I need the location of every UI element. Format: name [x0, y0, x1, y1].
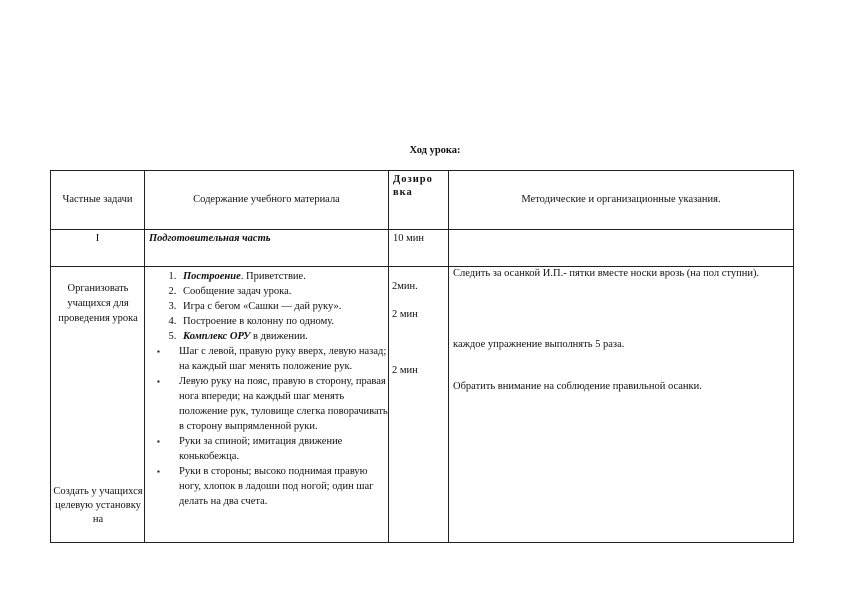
- list-item: ▪ Шаг с левой, правую руку вверх, левую назад; на каждый шаг менять положение рук.: [179, 344, 388, 374]
- list-item: ▪ Руки в стороны; высоко поднимая правую ногу, хлопок в ладоши под ногой; один шаг делать на два счета.: [179, 464, 388, 509]
- section-name: Подготовительная часть: [149, 233, 271, 244]
- header-guidance: Методические и организационные указания.: [521, 194, 721, 205]
- header-tasks: Частные задачи: [62, 194, 133, 205]
- list-item: 5. Комплекс ОРУ в движении.: [179, 329, 388, 344]
- section-number: I: [95, 233, 100, 244]
- guidance-note: Следить за осанкой И.П.- пятки вместе носки врозь (на пол ступни).: [453, 268, 760, 279]
- list-item: ▪ Левую руку на пояс, правую в сторону, правая нога впереди; на каждый шаг менять положение рук, туловище слегка поворачивать в сторону выпрямленной руки.: [179, 374, 388, 434]
- lesson-title: Ход урока:: [409, 145, 461, 156]
- goal-motivate: Создать у учащихся целевую установку на: [53, 486, 143, 525]
- guidance-note: Обратить внимание на соблюдение правильной осанки.: [453, 381, 702, 392]
- content-row: [51, 267, 794, 543]
- list-item: 1. Построение. Приветствие.: [179, 269, 388, 284]
- list-item: 3. Игра с бегом «Сашки — дай руку».: [179, 299, 388, 314]
- guidance-note: каждое упражнение выполнять 5 раза.: [453, 339, 625, 350]
- lesson-table: [50, 170, 794, 543]
- section-time: 10 мин: [393, 233, 425, 244]
- dosage-value: 2мин.: [392, 281, 418, 292]
- dosage-value: 2 мин: [392, 365, 418, 376]
- exercise-list: [145, 344, 388, 509]
- steps-list: [145, 267, 388, 344]
- header-row: [51, 171, 794, 230]
- section-row: [51, 230, 794, 267]
- list-item: ▪ Руки за спиной; имитация движение конькобежца.: [179, 434, 388, 464]
- header-dosage: Дозиро вка: [393, 174, 433, 198]
- goal-organize: Организовать учащихся для проведения урока: [58, 283, 138, 324]
- list-item: 2. Сообщение задач урока.: [179, 284, 388, 299]
- header-content: Содержание учебного материала: [193, 194, 340, 205]
- dosage-value: 2 мин: [392, 309, 418, 320]
- list-item: 4. Построение в колонну по одному.: [179, 314, 388, 329]
